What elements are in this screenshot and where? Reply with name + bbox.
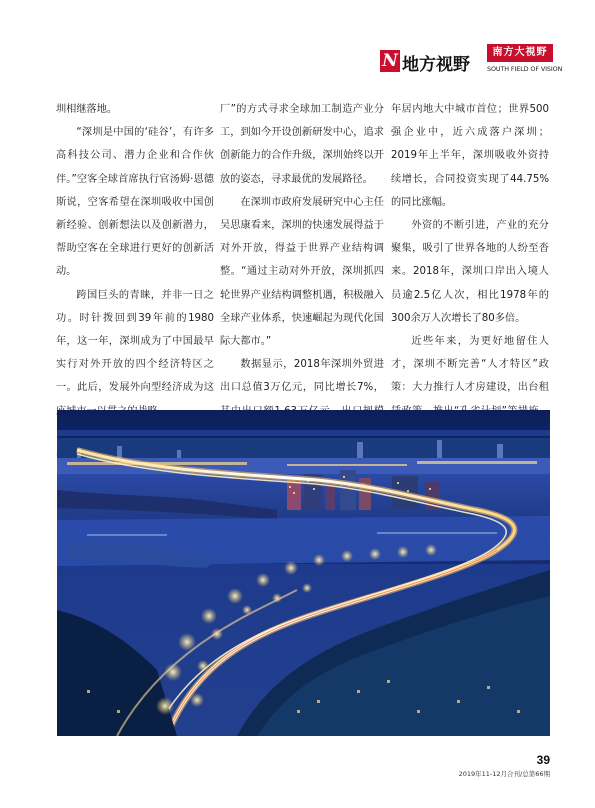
issue-info: 2019年11-12月合刊/总第66期 <box>458 770 550 778</box>
paragraph: 近些年来，为更好地留住人才，深圳不断完善“人才特区”政策：大力推行人才房建设，出台租 <box>391 336 549 394</box>
night-bridge-photo <box>57 410 550 736</box>
paragraph: 圳相继落地。 <box>56 104 118 115</box>
publication-name: 南方大視野 <box>487 44 553 62</box>
section-brand <box>380 44 563 78</box>
paragraph: 在深圳市政府发展研究中心主任吴思康看来，深圳的快速发展得益于对外开放，得益于世界产业结构调整。“通过主动对外开放，深圳抓四轮世界产业结构调整机遇，积极融入全球产业体系，快速崛起为现代化国际大都市。” <box>220 196 384 348</box>
page-number: 39 <box>536 753 550 767</box>
section-english-title: SOUTH FIELD OF VISION <box>487 65 563 73</box>
paragraph: 年居内地大中城市首位；世界500强企业中，近六成落户深圳；2019年上半年，深圳吸收外资持续增长，合同投资实现了44.75%的同比涨幅。 <box>391 104 549 208</box>
paragraph: “深圳是中国的‘硅谷’，有许多高科技公司、潜力企业和合作伙伴。”空客全球首席执行官汤姆·恩德斯说，空客希望在深圳吸收中国创新经验、创新想法以及创新潜力，帮助空客在全球进行更好的创新活动。 <box>56 127 214 278</box>
section-title: 地方视野 <box>402 55 470 75</box>
paragraph: 外资的不断引进，产业的充分聚集，吸引了世界各地的人纷至沓来。2018年，深圳口岸出入境人员逾2.5亿人次，相比1978年的300余万人次增长了80多倍。 <box>391 220 549 324</box>
section-logo-mark: N <box>380 50 400 72</box>
paragraph: 跨国巨头的青睐，并非一日之功。时针拨回到39年前的1980年，这一年，深圳成为了中国最早实行对外开放的四个经济特区之一。此后，发展外向型经济成为这 <box>56 289 214 394</box>
text-column-2 <box>220 98 384 446</box>
paragraph: 数据显示，2018年深圳外贸进出口总值3万亿元，同比增长7%， <box>220 359 384 394</box>
publication-badge <box>487 44 563 78</box>
paragraph: 厂”的方式寻求全球加工制造产业分工，到如今开设创新研发中心，追求创新能力的合作升级，深圳始终以开放的姿态，寻求最优的发展路径。 <box>220 104 384 185</box>
night-bridge-image <box>57 410 550 736</box>
